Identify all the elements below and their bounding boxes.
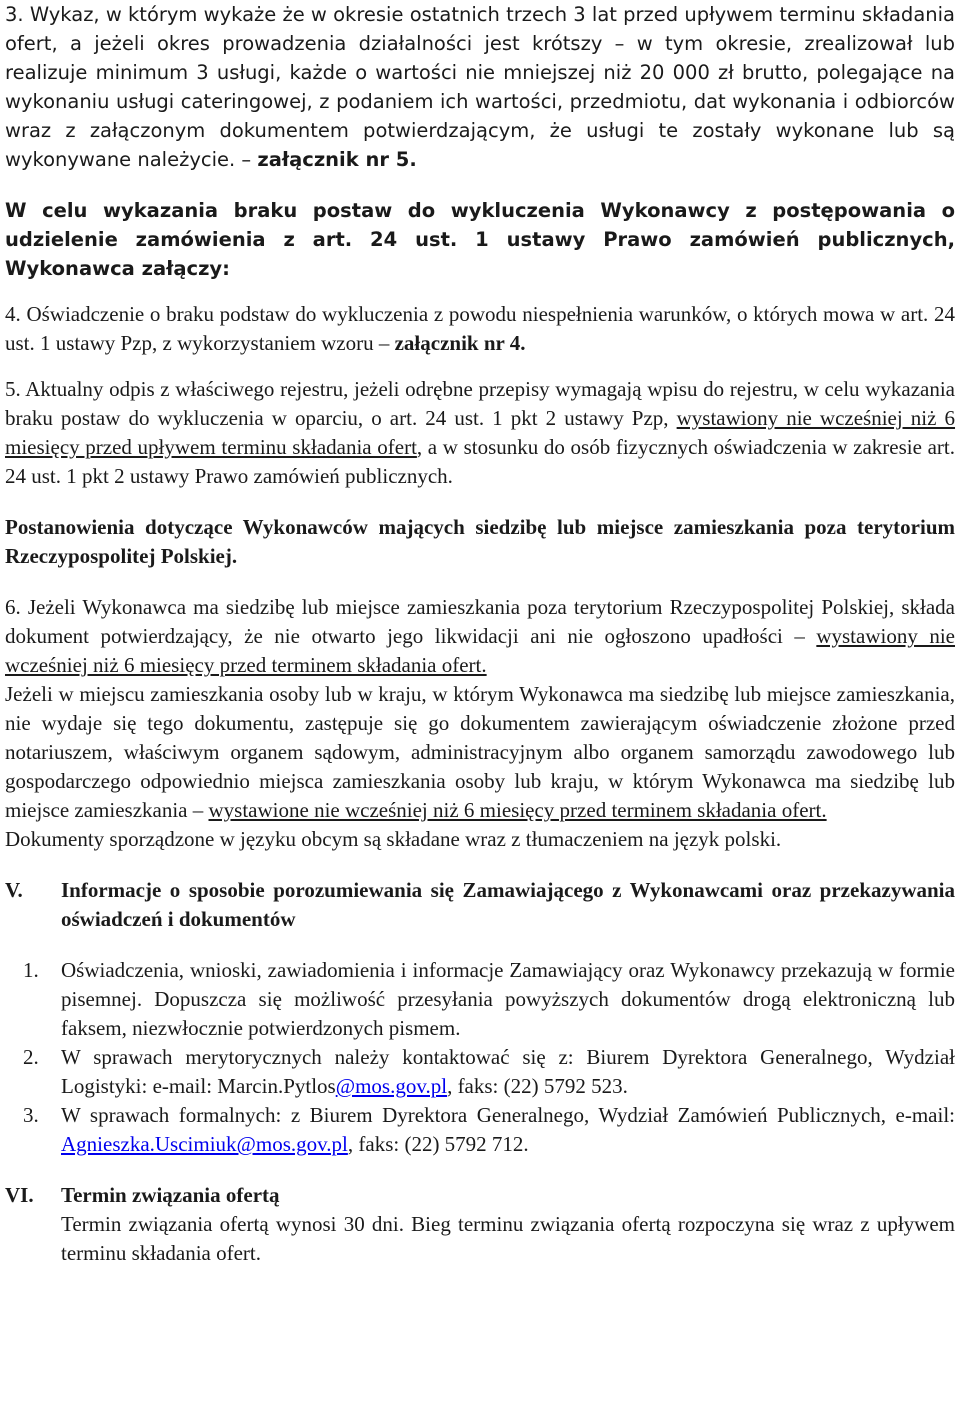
list-item-text	[61, 1101, 955, 1159]
list-item-number: 2.	[23, 1045, 39, 1069]
section-v-number: V.	[5, 878, 23, 902]
section-v-heading	[5, 876, 955, 934]
email-link-merit[interactable]: @mos.gov.pl	[335, 1074, 448, 1098]
paragraph-5-underlined: wystawiony nie wcześniej niż 6 miesięcy przed upływem terminu składania ofert	[5, 406, 956, 459]
paragraph-6-underlined-a: wystawiony nie wcześniej niż 6 miesięcy przed terminem składania ofert.	[5, 624, 955, 677]
list-item-number: 3.	[23, 1103, 39, 1127]
attachment-5-ref: załącznik nr 5.	[257, 148, 417, 171]
section-v-list	[5, 956, 955, 1159]
paragraph-5	[5, 375, 955, 491]
list-item-text	[61, 1043, 955, 1101]
attachment-4-ref: załącznik nr 4.	[394, 331, 526, 355]
paragraph-6-text-b: Jeżeli w miejscu zamieszkania osoby lub w kraju, w którym Wykonawca ma siedzibę lub miejsce zamieszkania, nie wydaje się tego dokumentu, zastępuje się go dokumentem zawierającym oświadczenie złożone przed notariuszem, właściwym organem sądowym, administracyjnym albo organem samorządu zawodowego lub gospodarczego odpowiednio miejsca zamieszkania osoby lub kraju, w którym Wykonawca ma siedzibę lub miejsce zamieszkania –	[5, 682, 955, 822]
exclusion-intro: W celu wykazania braku postaw do wykluczenia Wykonawcy z postępowania o udzielenie zamówienia z art. 24 ust. 1 ustawy Prawo zamówień publicznych, Wykonawca załączy:	[5, 199, 955, 280]
contact-formal-text-b: , faks: (22) 5792 712.	[347, 1132, 529, 1156]
contact-merit-text-b: , faks: (22) 5792 523.	[447, 1074, 628, 1098]
contact-merit-text-a: W sprawach merytorycznych należy kontaktować się z: Biurem Dyrektora Generalnego, Wydział Logistyki: e-mail: Marcin.Pytlos	[61, 1045, 955, 1098]
paragraph-5-text-b: , a w stosunku do osób fizycznych oświadczenia w zakresie art. 24 ust. 1 pkt 2 ustawy Prawo zamówień publicznych.	[5, 435, 955, 488]
paragraph-6-underlined-b: wystawione nie wcześniej niż 6 miesięcy przed terminem składania ofert.	[208, 798, 827, 822]
list-item	[5, 956, 955, 1043]
email-link-formal[interactable]: Agnieszka.Uscimiuk@mos.gov.pl	[61, 1132, 348, 1156]
list-item-text: Oświadczenia, wnioski, zawiadomienia i informacje Zamawiający oraz Wykonawcy przekazują w formie pisemnej. Dopuszcza się możliwość przesyłania powyższych dokumentów drogą elektroniczną lub faksem, niezwłocznie potwierdzonych pismem.	[61, 958, 955, 1040]
paragraph-6-continued	[5, 680, 955, 825]
paragraph-6-translation-note: Dokumenty sporządzone w języku obcym są składane wraz z tłumaczeniem na język polski.	[5, 827, 782, 851]
list-item	[5, 1043, 955, 1101]
section-v-title: Informacje o sposobie porozumiewania się Zamawiającego z Wykonawcami oraz przekazywania oświadczeń i dokumentów	[61, 878, 955, 931]
foreign-contractors-heading: Postanowienia dotyczące Wykonawców mających siedzibę lub miejsce zamieszkania poza terytorium Rzeczypospolitej Polskiej.	[5, 515, 955, 568]
section-vi-number: VI.	[5, 1183, 34, 1207]
document-page	[5, 0, 955, 1268]
paragraph-6	[5, 593, 955, 680]
list-item	[5, 1101, 955, 1159]
section-vi-title: Termin związania ofertą	[61, 1183, 280, 1207]
paragraph-3-text: 3. Wykaz, w którym wykaże że w okresie ostatnich trzech 3 lat przed upływem terminu składania ofert, a jeżeli okres prowadzenia działalności jest krótszy – w tym okresie, zrealizował lub realizuje minimum 3 usługi, każde o wartości nie mniejszej niż 20 000 zł brutto, polegające na wykonaniu usługi cateringowej, z podaniem ich wartości, przedmiotu, dat wykonania i odbiorców wraz z załączonym dokumentem potwierdzającym, że usługi te zostały wykonane lub są wykonywane należycie. –	[5, 3, 955, 171]
paragraph-3	[5, 0, 955, 174]
paragraph-6-text-a: 6. Jeżeli Wykonawca ma siedzibę lub miejsce zamieszkania poza terytorium Rzeczypospolitej Polskiej, składa dokument potwierdzający, że nie otwarto jego likwidacji ani nie ogłoszono upadłości –	[5, 595, 955, 648]
paragraph-4-text: 4. Oświadczenie o braku podstaw do wykluczenia z powodu niespełnienia warunków, o których mowa w art. 24 ust. 1 ustawy Pzp, z wykorzystaniem wzoru –	[5, 302, 955, 355]
paragraph-4	[5, 300, 955, 358]
paragraph-5-text-a: 5. Aktualny odpis z właściwego rejestru, jeżeli odrębne przepisy wymagają wpisu do rejestru, w celu wykazania braku postaw do wykluczenia w oparciu, o art. 24 ust. 1 pkt 2 ustawy Pzp,	[5, 377, 955, 430]
list-item-number: 1.	[23, 958, 39, 982]
section-vi-text: Termin związania ofertą wynosi 30 dni. Bieg terminu związania ofertą rozpoczyna się wraz z upływem terminu składania ofert.	[61, 1212, 955, 1265]
contact-formal-text-a: W sprawach formalnych: z Biurem Dyrektora Generalnego, Wydział Zamówień Publicznych, e-mail:	[61, 1103, 955, 1127]
section-vi-heading	[5, 1181, 955, 1210]
